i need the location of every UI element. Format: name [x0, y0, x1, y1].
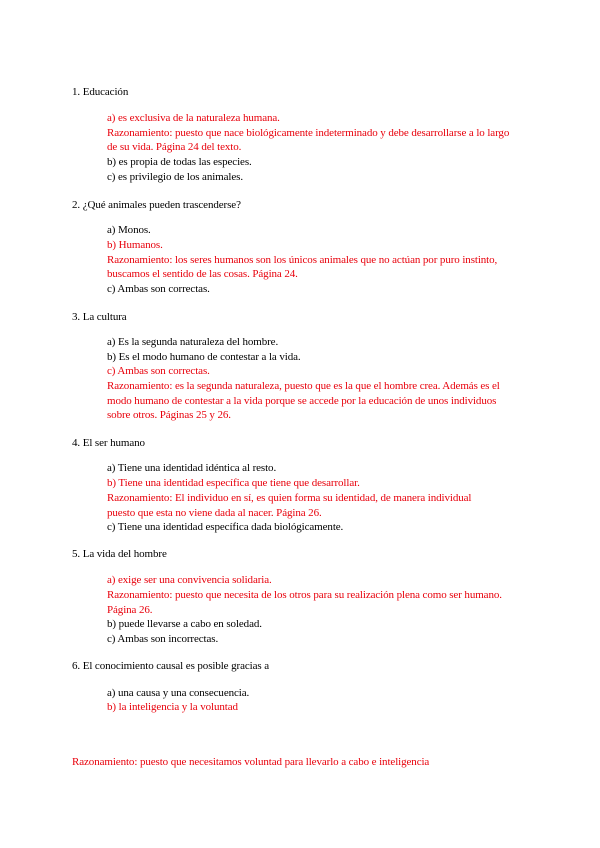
question-2-option-b: b) Humanos.	[107, 239, 163, 251]
question-5-option-c: c) Ambas son incorrectas.	[107, 633, 219, 645]
question-4-reasoning-cont: puesto que esta no viene dada al nacer. Página 26.	[107, 507, 322, 519]
question-1-reasoning: Razonamiento: puesto que nace biológicamente indeterminado y debe desarrollarse a lo largo	[107, 127, 510, 139]
question-4-option-c: c) Tiene una identidad específica dada biológicamente.	[107, 521, 344, 533]
question-3-option-b: b) Es el modo humano de contestar a la vida.	[107, 351, 301, 363]
question-4-reasoning: Razonamiento: El individuo en sí, es quien forma su identidad, de manera individual	[107, 492, 472, 504]
question-3-reasoning-cont-2: sobre otros. Páginas 25 y 26.	[107, 409, 231, 421]
question-1-option-a: a) es exclusiva de la naturaleza humana.	[107, 112, 280, 124]
question-1-title: 1. Educación	[72, 86, 129, 98]
question-4-option-b: b) Tiene una identidad específica que tiene que desarrollar.	[107, 477, 360, 489]
question-5-reasoning: Razonamiento: puesto que necesita de los otros para su realización plena como ser humano.	[107, 589, 502, 601]
question-2-title: 2. ¿Qué animales pueden trascenderse?	[72, 199, 241, 211]
question-2-option-c: c) Ambas son correctas.	[107, 283, 210, 295]
question-3-reasoning-cont: modo humano de contestar a la vida porque se accede por la educación de unos individuos	[107, 395, 497, 407]
question-6-title: 6. El conocimiento causal es posible gracias a	[72, 660, 269, 672]
question-6-reasoning: Razonamiento: puesto que necesitamos voluntad para llevarlo a cabo e inteligencia	[72, 756, 430, 768]
question-1-option-b: b) es propia de todas las especies.	[107, 156, 252, 168]
question-1-option-c: c) es privilegio de los animales.	[107, 171, 243, 183]
question-4-option-a: a) Tiene una identidad idéntica al resto.	[107, 462, 277, 474]
question-5-option-b: b) puede llevarse a cabo en soledad.	[107, 618, 262, 630]
question-2-option-a: a) Monos.	[107, 224, 151, 236]
question-3-title: 3. La cultura	[72, 311, 127, 323]
question-1-reasoning-cont: de su vida. Página 24 del texto.	[107, 141, 242, 153]
question-5-title: 5. La vida del hombre	[72, 548, 167, 560]
question-5-option-a: a) exige ser una convivencia solidaria.	[107, 574, 272, 586]
question-3-option-c: c) Ambas son correctas.	[107, 365, 210, 377]
question-4-title: 4. El ser humano	[72, 437, 145, 449]
question-3-option-a: a) Es la segunda naturaleza del hombre.	[107, 336, 279, 348]
question-6-option-b: b) la inteligencia y la voluntad	[107, 701, 238, 713]
question-5-reasoning-cont: Página 26.	[107, 604, 153, 616]
question-3-reasoning: Razonamiento: es la segunda naturaleza, puesto que es la que el hombre crea. Además es el	[107, 380, 500, 392]
question-6-option-a: a) una causa y una consecuencia.	[107, 687, 250, 699]
question-2-reasoning-cont: buscamos el sentido de las cosas. Página 24.	[107, 268, 298, 280]
question-2-reasoning: Razonamiento: los seres humanos son los únicos animales que no actúan por puro instinto,	[107, 254, 498, 266]
